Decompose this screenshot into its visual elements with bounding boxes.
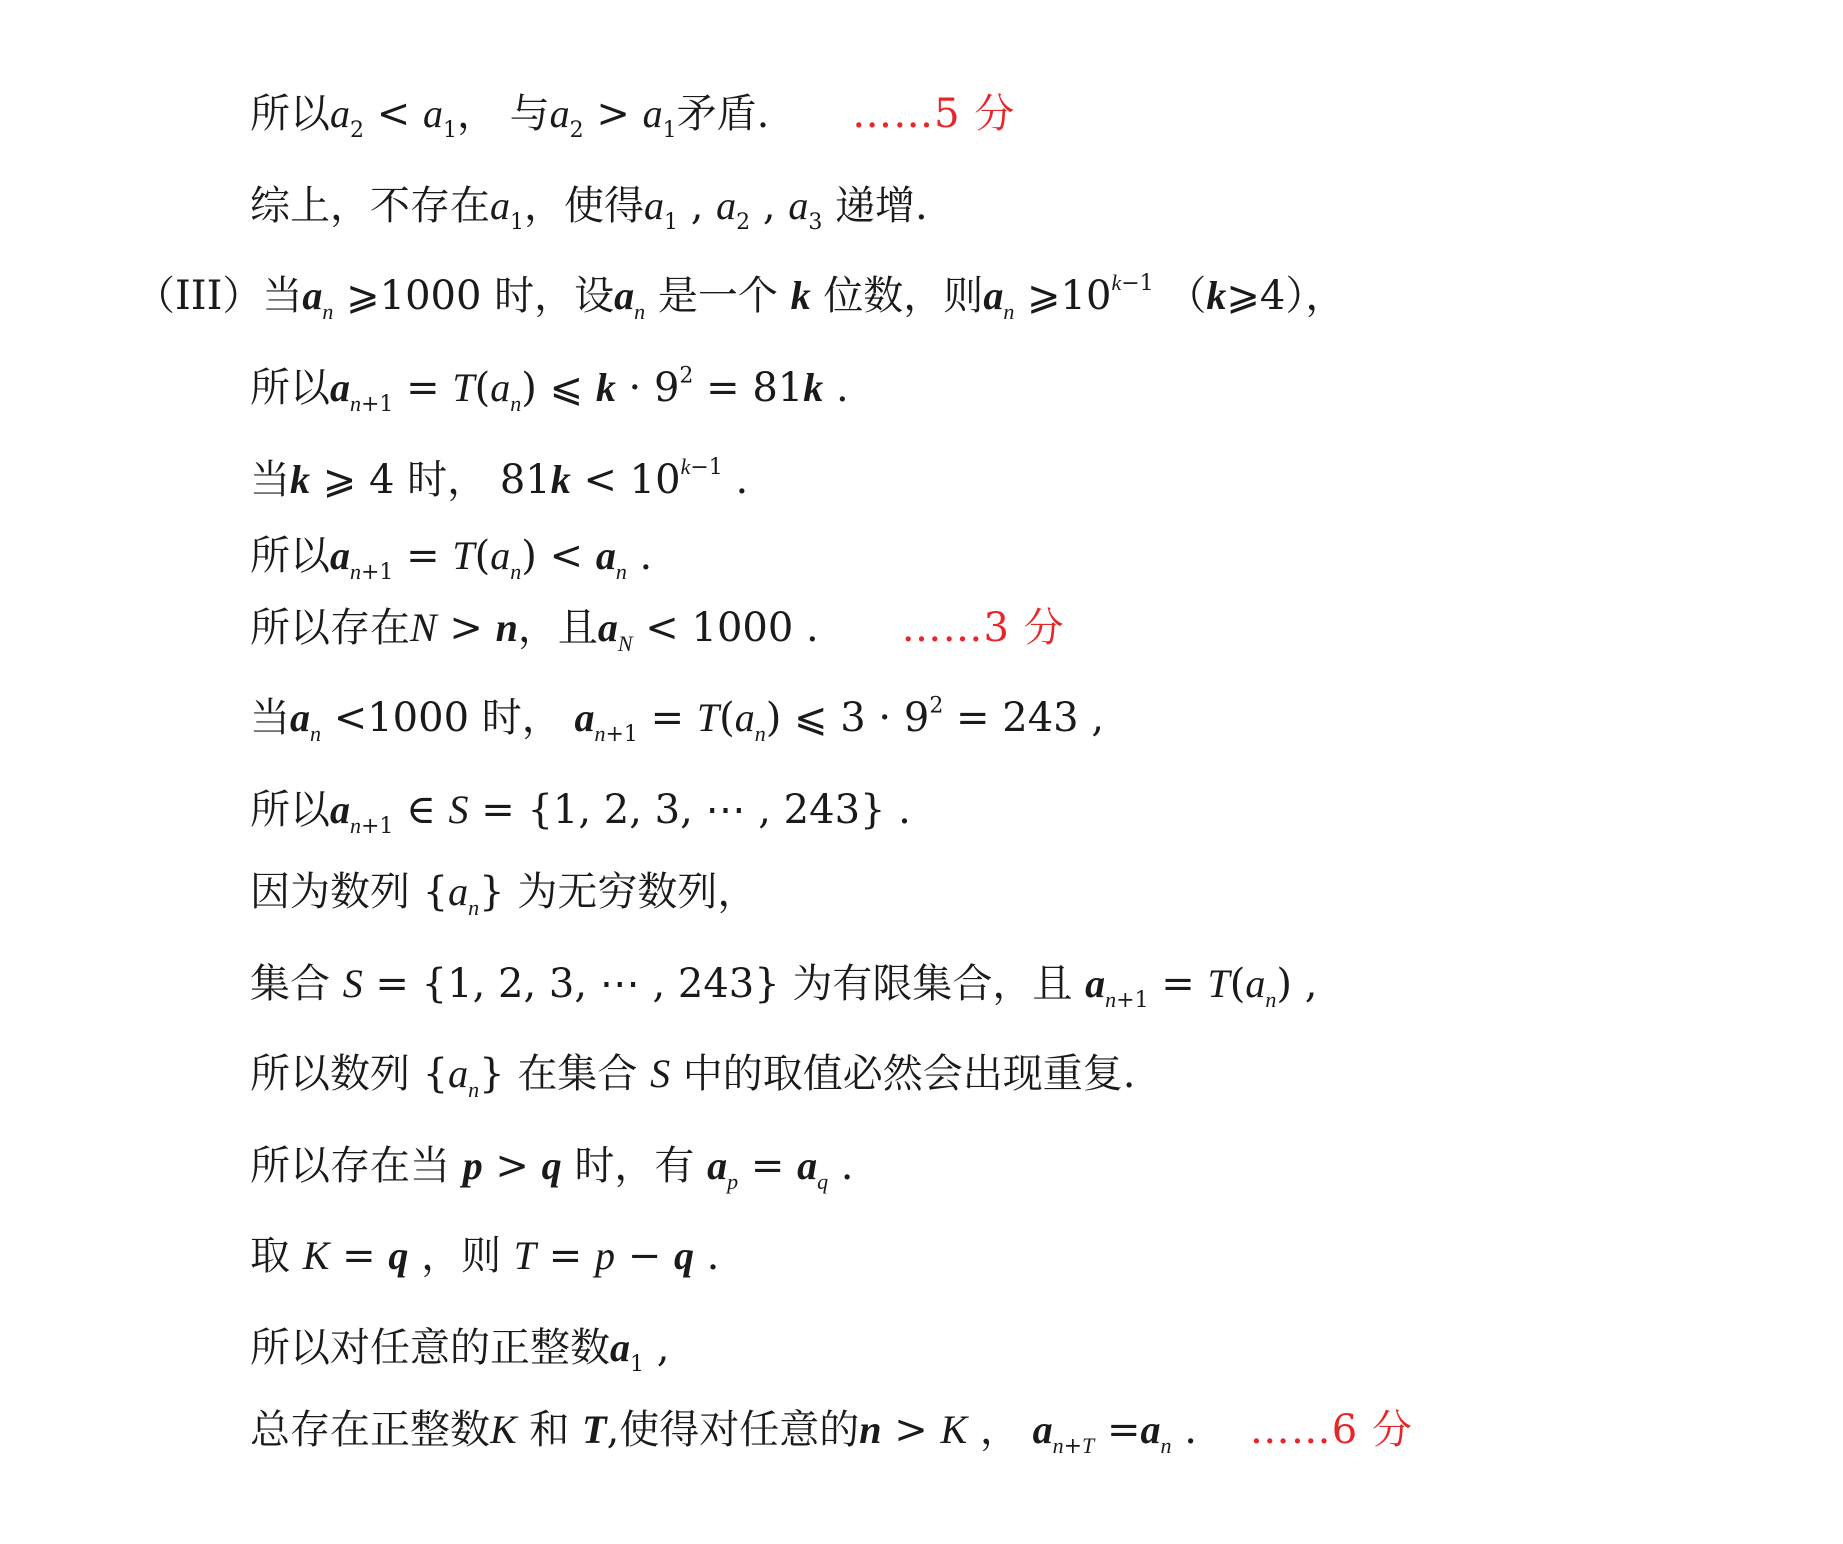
text: ，则 [421,1233,502,1279]
text: 为无穷数列， [517,869,758,915]
line-1: 所以$a_2 < a_1$， 与$a_2 > a_1$矛盾. ……5 分 [250,91,1016,143]
text: 时，设 [494,273,615,319]
part-label: （III） [135,273,263,319]
text: 中的取值必然会出现重复. [682,1051,1136,1097]
line-9: 所以$a_{n+1}$ ∈ S = {1, 2, 3, ⋯ , 243} . [250,787,911,839]
text: ，且 [517,605,598,651]
text: 所以 [250,533,330,579]
text: 1000 [379,273,482,319]
text: ,使得对任意的 [606,1407,860,1453]
text: 集合 [250,961,330,1007]
line-11: 集合 S = {1, 2, 3, ⋯ , 243} 为有限集合，且 $a_{n+1} = T(a_n)$ , [250,961,1318,1013]
text: ）， [1285,273,1346,319]
text: 时， [407,457,488,503]
line-3: （III）当$a_n$ ⩾1000 时，设$a_n$ 是一个 k 位数，则$a_n$ $⩾10^{k-1}$ （k⩾4）， [135,270,1346,324]
text: 在集合 [517,1051,638,1097]
text: 取 [250,1233,290,1279]
text: ，使得 [524,183,644,229]
text: 和 [529,1407,570,1453]
line-16: 总存在正整数K 和 T,使得对任意的n > K ， $a_{n+T} =a_n$ . ……6 分 [250,1407,1413,1459]
text: 是一个 [657,273,778,319]
text: 综上，不存在 [250,183,490,229]
text: 时， [481,695,562,741]
text: 递增. [835,183,928,229]
line-10: 因为数列 $\{a_n\}$ 为无穷数列， [250,869,758,920]
score-5: ……5 分 [852,91,1016,137]
line-2: 综上，不存在$a_1$，使得$a_1$ , $a_2$ , $a_3$ 递增. [250,183,928,235]
line-4: 所以$a_{n+1} = T(a_n)$ ⩽ $k \cdot 9^2 = 81k$ . [250,363,849,417]
line-6: 所以$a_{n+1} = T(a_n) < a_n$ . [250,533,653,585]
text: 当 [250,695,290,741]
line-8: 当$a_n <1000$ 时， $a_{n+1} = T(a_n)$ ⩽ $3 \cdot 9^2 = 243$ , [250,693,1105,747]
text: 时，有 [574,1143,695,1189]
text: 所以对任意的正整数 [250,1325,610,1371]
score-3: ……3 分 [901,605,1065,651]
text: 当 [262,273,303,319]
text: 与 [509,91,550,137]
text: 所以 [250,787,330,833]
text: 总存在正整数 [250,1407,490,1453]
text: 矛盾. [676,91,770,137]
text: 所以存在 [250,605,410,651]
line-5: 当k ⩾ 4 时， $81k < 10^{k-1}$ . [250,454,749,503]
line-14: 取 K = q ，则 T = p − q . [250,1233,720,1279]
line-7: 所以存在N > n，且$a_N < 1000$ . ……3 分 [250,605,1065,656]
text: 所以存在当 [250,1143,450,1189]
text: 所以 [250,365,330,411]
text: （ [1166,273,1207,319]
text: 为有限集合，且 [792,961,1073,1007]
text: 当 [250,457,290,503]
score-6: ……6 分 [1249,1407,1413,1453]
text: 因为数列 [250,869,410,915]
text: 位数，则 [823,273,984,319]
line-15: 所以对任意的正整数$a_1$ , [250,1325,670,1377]
line-13: 所以存在当 p > q 时，有 $a_p = a_q$ . [250,1143,854,1194]
text: 所以 [250,91,330,137]
text: 所以数列 [250,1051,410,1097]
line-12: 所以数列 $\{a_n\}$ 在集合 S 中的取值必然会出现重复. [250,1051,1136,1102]
